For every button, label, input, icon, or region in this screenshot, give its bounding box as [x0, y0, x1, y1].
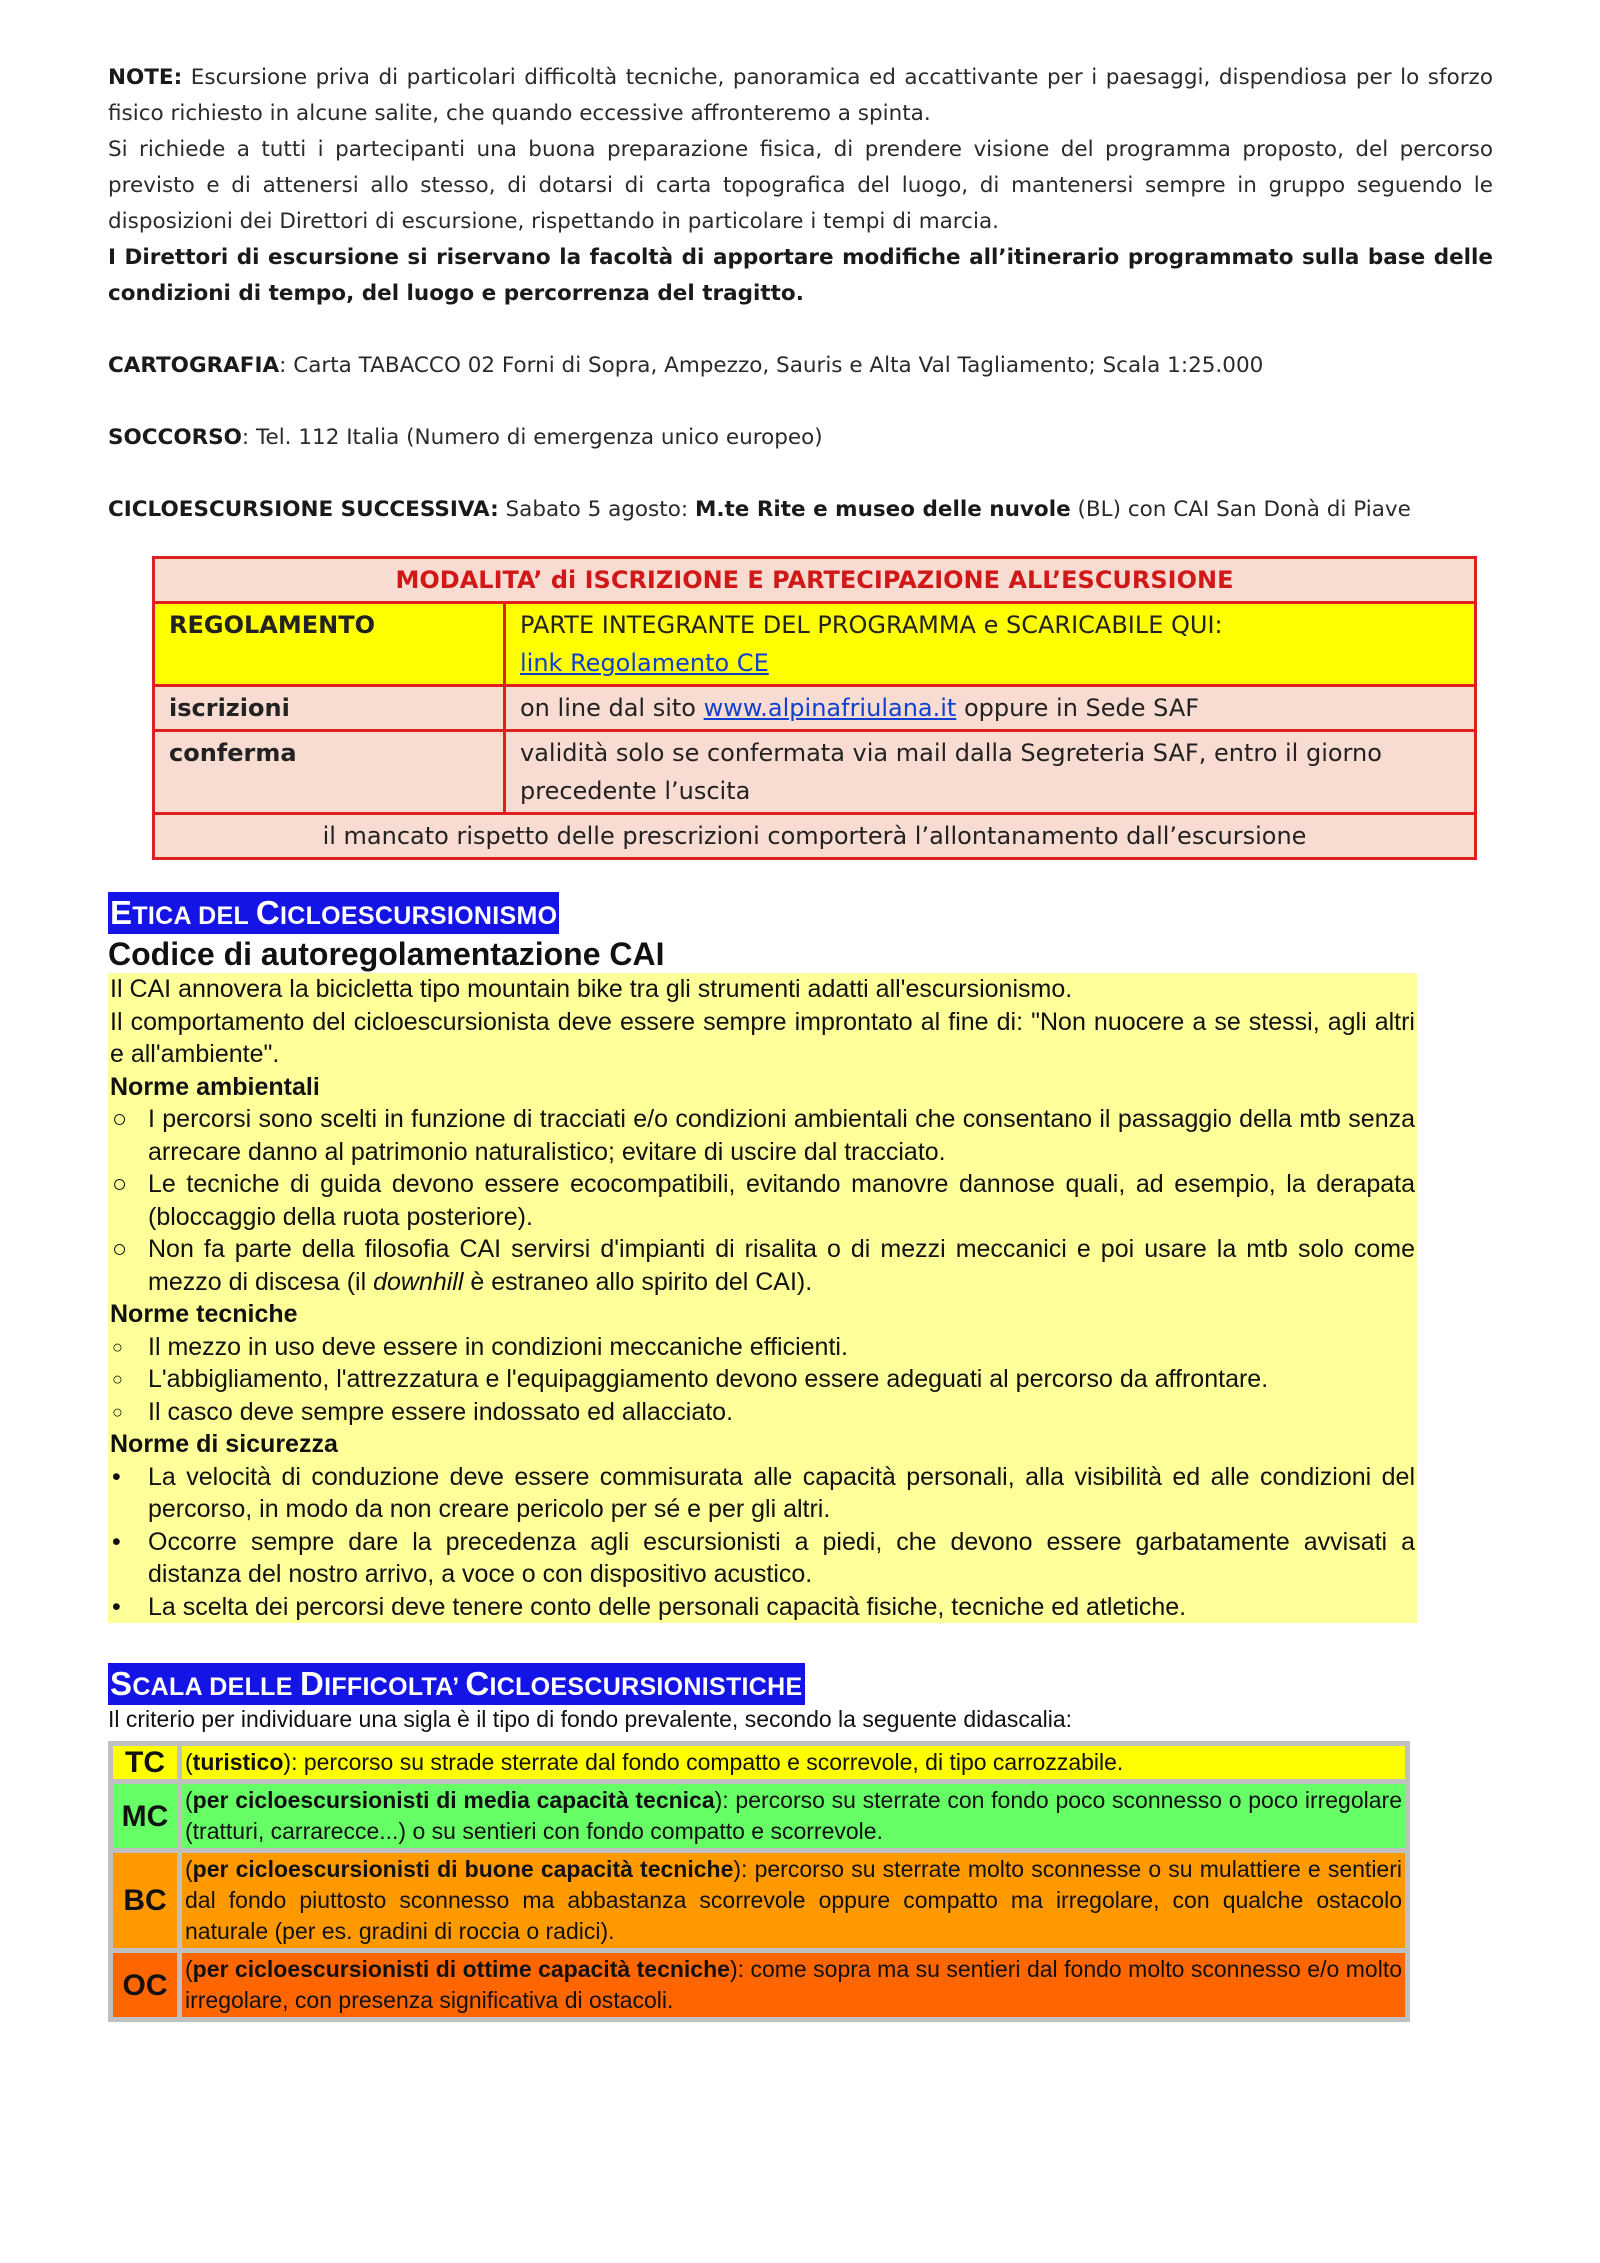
- notes-section: [108, 60, 1493, 312]
- difficulty-code: OC: [113, 1953, 177, 2017]
- iscrizioni-cell: [505, 686, 1476, 731]
- difficulty-code: BC: [113, 1853, 177, 1948]
- soccorso-label: SOCCORSO: [108, 425, 242, 450]
- circle-bullet-icon: ○: [112, 1170, 128, 1198]
- website-link[interactable]: www.alpinafriulana.it: [703, 694, 957, 722]
- notes-text-2: Si richiede a tutti i partecipanti una buona preparazione fisica, di prendere visione del programma proposto, del percorso previsto e di attenersi allo stesso, di dotarsi di carta topografica del luogo, di mantenersi sempre in gruppo seguendo le disposizioni dei Direttori di escursione, rispettando in particolare i tempi di marcia.: [108, 137, 1493, 234]
- ethics-intro-2: Il comportamento del cicloescursionista deve essere sempre improntato al fine di: "Non nuocere a se stessi, agli altri e all'ambiente".: [110, 1007, 1415, 1068]
- difficulty-heading: SCALA DELLE DIFFICOLTA’ CICLOESCURSIONISTICHE: [108, 1663, 805, 1705]
- next-excursion-label: CICLOESCURSIONE SUCCESSIVA:: [108, 497, 499, 522]
- regolamento-text: PARTE INTEGRANTE DEL PROGRAMMA e SCARICABILE QUI:: [520, 611, 1223, 639]
- cartografia-line: [108, 348, 1493, 384]
- notes-bold-text: I Direttori di escursione si riservano la facoltà di apportare modifiche all’itinerario programmato sulla base delle condizioni di tempo, del luogo e percorrenza del tragitto.: [108, 245, 1493, 306]
- small-circle-bullet-icon: ○: [112, 1336, 123, 1357]
- list-item: ○ Il casco deve sempre essere indossato ed allacciato.: [110, 1396, 1415, 1429]
- difficulty-code: MC: [113, 1784, 177, 1848]
- next-excursion-title: M.te Rite e museo delle nuvole: [694, 497, 1071, 522]
- difficulty-desc: (turistico): percorso su strade sterrate dal fondo compatto e scorrevole, di tipo carrozzabile.: [182, 1746, 1405, 1779]
- cartografia-text: : Carta TABACCO 02 Forni di Sopra, Ampezzo, Sauris e Alta Val Tagliamento; Scala 1:25.000: [279, 353, 1264, 378]
- env-norms-title: Norme ambientali: [110, 1072, 320, 1101]
- table-row: [113, 1853, 1405, 1948]
- difficulty-desc: (per cicloescursionisti di media capacità tecnica): percorso su sterrate con fondo poco sconnesso o poco irregolare (tratturi, carrarecce...) o su sentieri con fondo compatto e scorrevole.: [182, 1784, 1405, 1848]
- regolamento-cell: [505, 603, 1476, 686]
- regolamento-link[interactable]: link Regolamento CE: [520, 649, 769, 677]
- iscrizioni-post: oppure in Sede SAF: [956, 694, 1200, 722]
- difficulty-criterion: Il criterio per individuare una sigla è il tipo di fondo prevalente, secondo la seguente didascalia:: [108, 1706, 1073, 1732]
- safety-norms-list: [110, 1461, 1415, 1624]
- cartografia-label: CARTOGRAFIA: [108, 353, 280, 378]
- iscrizioni-pre: on line dal sito: [520, 694, 704, 722]
- list-item: • La scelta dei percorsi deve tenere conto delle personali capacità fisiche, tecniche ed atletiche.: [110, 1591, 1415, 1624]
- dot-bullet-icon: •: [112, 1592, 121, 1621]
- tech-norms-title: Norme tecniche: [110, 1300, 298, 1328]
- registration-footer: il mancato rispetto delle prescrizioni comporterà l’allontanamento dall’escursione: [154, 814, 1476, 859]
- notes-text-1: Escursione priva di particolari difficoltà tecniche, panoramica ed accattivante per i paesaggi, dispendiosa per lo sforzo fisico richiesto in alcune salite, che quando eccessive affronteremo a spinta.: [108, 65, 1493, 126]
- table-row: [113, 1746, 1405, 1779]
- ethics-heading: ETICA DEL CICLOESCURSIONISMO: [108, 892, 559, 934]
- registration-header: MODALITA’ di ISCRIZIONE E PARTECIPAZIONE ALL’ESCURSIONE: [154, 558, 1476, 603]
- table-row: [113, 1784, 1405, 1848]
- notes-label: NOTE:: [108, 65, 183, 90]
- ethics-subheading: Codice di autoregolamentazione CAI: [108, 936, 665, 972]
- difficulty-desc: (per cicloescursionisti di buone capacità tecniche): percorso su sterrate molto sconnesse o su mulattiere e sentieri dal fondo piuttosto sconnesso ma abbastanza scorrevole oppure compatto ma irregolare, con qualche ostacolo naturale (per es. gradini di roccia o radici).: [182, 1853, 1405, 1948]
- table-row: [113, 1953, 1405, 2017]
- ethics-box: [108, 973, 1417, 1623]
- circle-bullet-icon: ○: [112, 1235, 128, 1263]
- dot-bullet-icon: •: [112, 1527, 121, 1556]
- list-item: ○ Il mezzo in uso deve essere in condizioni meccaniche efficienti.: [110, 1331, 1415, 1364]
- small-circle-bullet-icon: ○: [112, 1401, 123, 1422]
- list-item: ○ L'abbigliamento, l'attrezzatura e l'equipaggiamento devono essere adeguati al percorso da affrontare.: [110, 1363, 1415, 1396]
- soccorso-line: [108, 420, 1493, 456]
- difficulty-table: [108, 1741, 1410, 2022]
- conferma-text: validità solo se confermata via mail dalla Segreteria SAF, entro il giorno precedente l’uscita: [505, 731, 1476, 814]
- tech-norms-list: [110, 1331, 1415, 1429]
- env-norms-list: [110, 1103, 1415, 1298]
- page: [108, 60, 1493, 2022]
- safety-norms-title: Norme di sicurezza: [110, 1430, 338, 1458]
- next-excursion-rest: (BL) con CAI San Donà di Piave: [1070, 497, 1411, 522]
- registration-table: [152, 556, 1477, 860]
- circle-bullet-icon: ○: [112, 1105, 128, 1133]
- soccorso-text: : Tel. 112 Italia (Numero di emergenza unico europeo): [241, 425, 823, 450]
- list-item: ○ Non fa parte della filosofia CAI servirsi d'impianti di risalita o di mezzi meccanici e poi usare la mtb solo come mezzo di discesa (il downhill è estraneo allo spirito del CAI).: [112, 1235, 1415, 1296]
- next-excursion-line: [108, 492, 1493, 528]
- iscrizioni-label: iscrizioni: [154, 686, 505, 731]
- list-item: • La velocità di conduzione deve essere commisurata alle capacità personali, alla visibilità ed alle condizioni del percorso, in modo da non creare pericolo per sé e per gli altri.: [112, 1462, 1415, 1523]
- list-item: ○ I percorsi sono scelti in funzione di tracciati e/o condizioni ambientali che consentano il passaggio della mtb senza arrecare danno al patrimonio naturalistico; evitare di uscire dal tracciato.: [112, 1105, 1415, 1166]
- list-item: ○ Le tecniche di guida devono essere ecocompatibili, evitando manovre dannose quali, ad esempio, la derapata (bloccaggio della ruota posteriore).: [112, 1170, 1415, 1231]
- difficulty-desc: (per cicloescursionisti di ottime capacità tecniche): come sopra ma su sentieri dal fondo molto sconnesso e/o molto irregolare, con presenza significativa di ostacoli.: [182, 1953, 1405, 2017]
- list-item: • Occorre sempre dare la precedenza agli escursionisti a piedi, che devono essere garbatamente avvisati a distanza del nostro arrivo, a voce o con dispositivo acustico.: [112, 1527, 1415, 1588]
- small-circle-bullet-icon: ○: [112, 1369, 123, 1389]
- next-excursion-date: Sabato 5 agosto:: [498, 497, 695, 522]
- difficulty-code: TC: [113, 1746, 177, 1779]
- conferma-label: conferma: [154, 731, 505, 814]
- regolamento-label: REGOLAMENTO: [154, 603, 505, 686]
- dot-bullet-icon: •: [112, 1462, 121, 1491]
- ethics-intro-1: Il CAI annovera la bicicletta tipo mountain bike tra gli strumenti adatti all'escursionismo.: [110, 975, 1073, 1003]
